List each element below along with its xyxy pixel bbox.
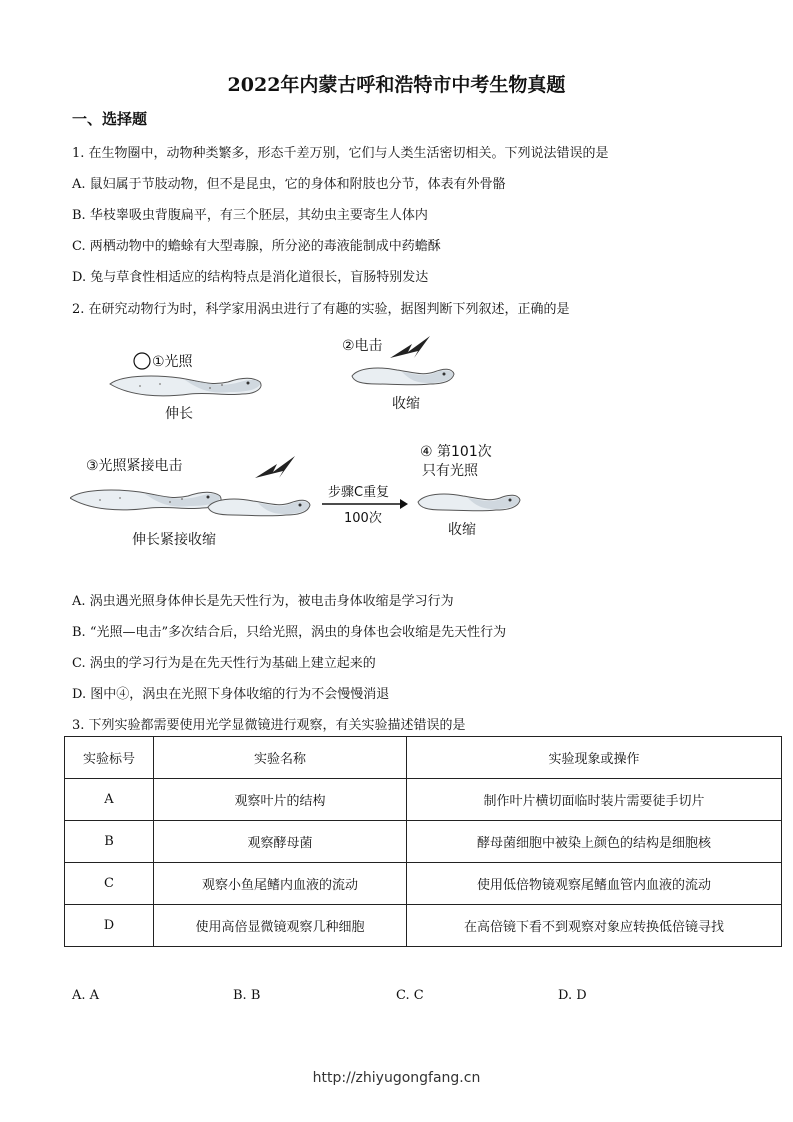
table-cell: 使用高倍显微镜观察几种细胞 [154,905,407,947]
q3-stem: 3. 下列实验都需要使用光学显微镜进行观察，有关实验描述错误的是 [72,718,466,733]
footer-url[interactable]: http://zhiyugongfang.cn [312,1070,481,1086]
table-row [65,821,782,863]
planarian-experiment-figure [70,328,540,558]
table-cell: 制作叶片横切面临时装片需要徒手切片 [407,779,782,821]
section-heading: 一、选择题 [72,110,148,128]
q3-answer-b: B. B [233,988,261,1003]
panel1-caption: 伸长 [165,406,193,422]
q3-answer-d: D. D [558,988,587,1003]
q1-option-c: C. 两栖动物中的蟾蜍有大型毒腺，所分泌的毒液能制成中药蟾酥 [72,239,441,254]
table-row [65,905,782,947]
table-header: 实验现象或操作 [407,737,782,779]
panel3-label: ③光照紧接电击 [86,458,183,474]
q3-answer-a: A. A [72,988,100,1003]
circle-number-icon [134,353,150,369]
panel4-caption: 收缩 [448,522,476,538]
panel4-label-2: 只有光照 [422,463,478,479]
planarian-contracted [352,368,454,385]
q2-option-b: B. “光照—电击”多次结合后，只给光照，涡虫的身体也会收缩是先天性行为 [72,625,507,640]
q1-option-a: A. 鼠妇属于节肢动物，但不是昆虫，它的身体和附肢也分节，体表有外骨骼 [72,177,506,192]
table-cell: B [65,821,154,863]
table-cell: A [65,779,154,821]
q3-answer-c: C. C [396,988,424,1003]
table-cell: 观察酵母菌 [154,821,407,863]
arrow-right-icon [400,499,408,509]
table-header-row [65,737,782,779]
table-cell: 酵母菌细胞中被染上颜色的结构是细胞核 [407,821,782,863]
arrow-top-label: 步骤C重复 [328,485,390,500]
q1-option-b: B. 华枝睾吸虫背腹扁平，有三个胚层，其幼虫主要寄生人体内 [72,208,428,223]
planarian-extended [110,376,261,396]
table-header: 实验标号 [65,737,154,779]
q1-stem: 1. 在生物圈中，动物种类繁多，形态千差万别，它们与人类生活密切相关。下列说法错误的是 [72,146,609,161]
q2-stem: 2. 在研究动物行为时，科学家用涡虫进行了有趣的实验，据图判断下列叙述，正确的是 [72,302,570,317]
table-cell: 使用低倍物镜观察尾鳍血管内血液的流动 [407,863,782,905]
planarian-extended [70,490,221,510]
table-cell: 观察小鱼尾鳍内血液的流动 [154,863,407,905]
q2-option-d: D. 图中④，涡虫在光照下身体收缩的行为不会慢慢消退 [72,687,390,702]
table-cell: D [65,905,154,947]
panel2-label: ②电击 [342,338,383,354]
panel4-label-1: ④ 第101次 [420,444,492,460]
arrow-bottom-label: 100次 [344,511,382,526]
q2-option-a: A. 涡虫遇光照身体伸长是先天性行为，被电击身体收缩是学习行为 [72,594,454,609]
panel2-caption: 收缩 [392,396,420,412]
experiment-table [64,736,782,947]
table-cell: C [65,863,154,905]
table-row [65,779,782,821]
lightning-bolt-icon [390,336,430,358]
panel1-label: ①光照 [152,354,193,370]
lightning-bolt-icon [255,456,295,478]
table-row [65,863,782,905]
table-header: 实验名称 [154,737,407,779]
q1-option-d: D. 兔与草食性相适应的结构特点是消化道很长，盲肠特别发达 [72,270,429,285]
table-cell: 观察叶片的结构 [154,779,407,821]
page-title: 2022年内蒙古呼和浩特市中考生物真题 [227,74,566,96]
planarian-contracted [418,494,520,511]
q2-option-c: C. 涡虫的学习行为是在先天性行为基础上建立起来的 [72,656,376,671]
panel3-caption: 伸长紧接收缩 [132,532,216,548]
planarian-contracted [208,499,310,516]
table-cell: 在高倍镜下看不到观察对象应转换低倍镜寻找 [407,905,782,947]
